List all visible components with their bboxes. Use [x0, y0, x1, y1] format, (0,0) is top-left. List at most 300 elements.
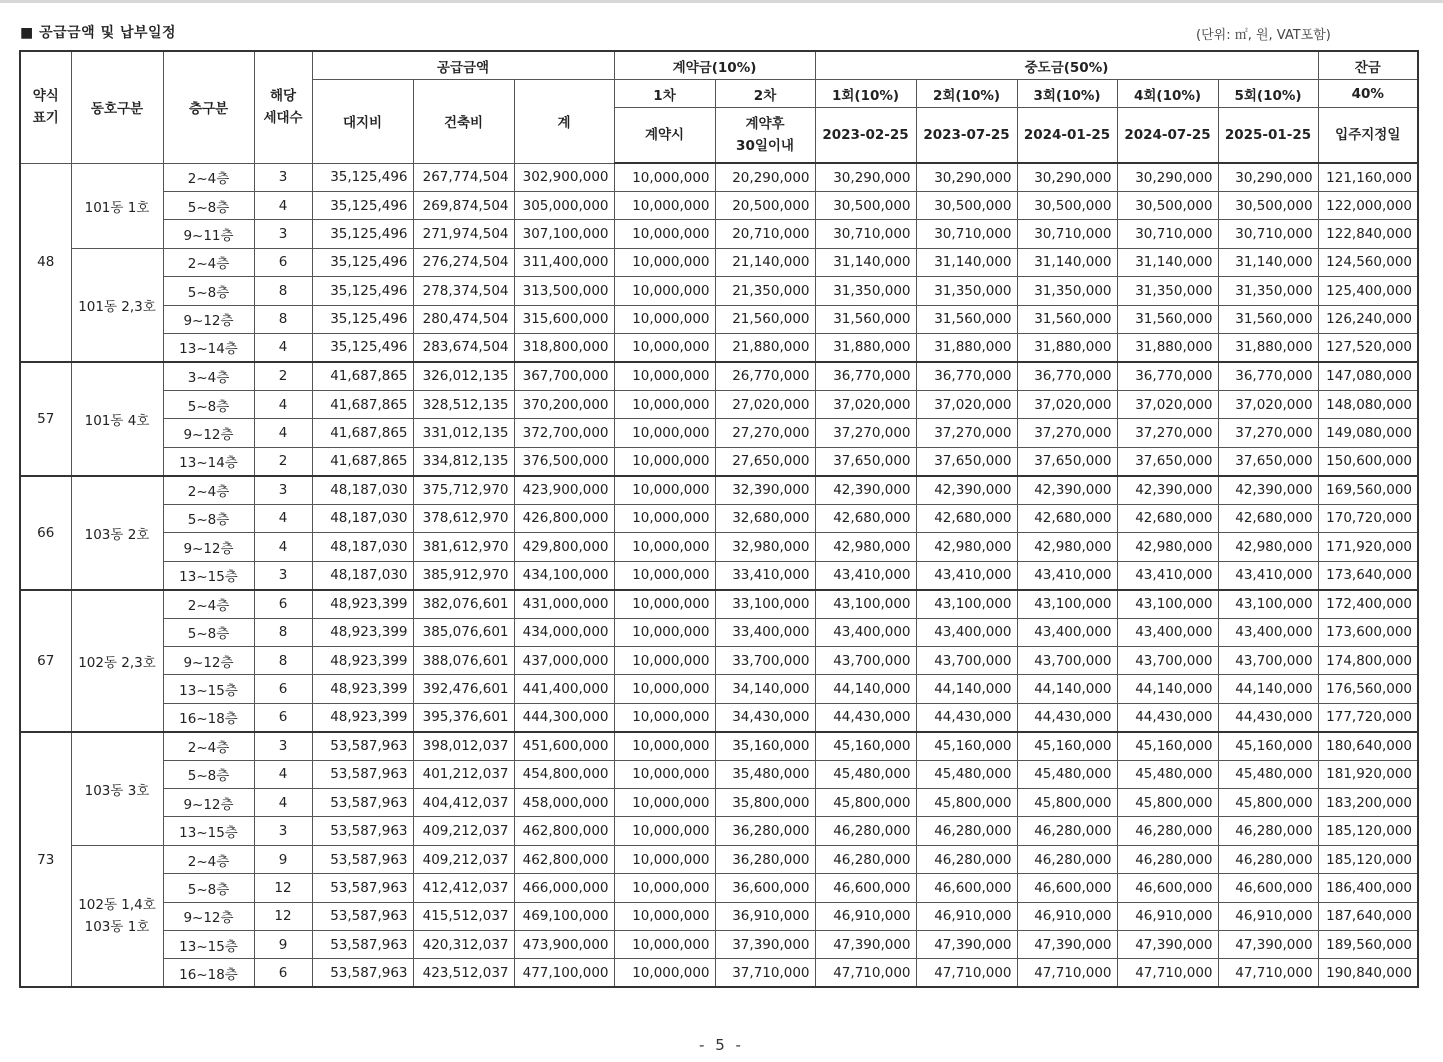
amount-cell: 53,587,963	[312, 874, 413, 902]
amount-cell: 150,600,000	[1318, 447, 1418, 476]
amount-cell: 46,910,000	[1218, 902, 1318, 930]
amount-cell: 31,350,000	[1117, 277, 1218, 305]
table-row	[20, 447, 1418, 476]
floor-cell: 5~8층	[163, 277, 254, 305]
table-row	[20, 561, 1418, 590]
header-balance-when: 입주지정일	[1318, 108, 1418, 164]
amount-cell: 183,200,000	[1318, 789, 1418, 817]
amount-cell: 42,980,000	[815, 533, 916, 561]
amount-cell: 31,880,000	[1017, 333, 1117, 362]
units-cell: 8	[254, 305, 312, 333]
amount-cell: 30,710,000	[1117, 220, 1218, 248]
floor-cell: 5~8층	[163, 390, 254, 418]
amount-cell: 33,410,000	[715, 561, 815, 590]
amount-cell: 177,720,000	[1318, 703, 1418, 732]
units-cell: 2	[254, 362, 312, 391]
amount-cell: 33,400,000	[715, 618, 815, 646]
floor-cell: 5~8층	[163, 192, 254, 220]
units-cell: 3	[254, 163, 312, 192]
amount-cell: 31,560,000	[1117, 305, 1218, 333]
amount-cell: 43,400,000	[916, 618, 1017, 646]
amount-cell: 149,080,000	[1318, 419, 1418, 447]
floor-cell: 2~4층	[163, 590, 254, 619]
amount-cell: 42,980,000	[1117, 533, 1218, 561]
table-row	[20, 220, 1418, 248]
building-cell: 103동 2호	[71, 476, 163, 590]
amount-cell: 37,650,000	[1017, 447, 1117, 476]
amount-cell: 31,350,000	[916, 277, 1017, 305]
table-row	[20, 419, 1418, 447]
floor-cell: 13~14층	[163, 333, 254, 362]
amount-cell: 36,280,000	[715, 845, 815, 873]
amount-cell: 45,160,000	[1017, 732, 1117, 761]
header-m1: 1회(10%)	[815, 80, 916, 108]
amount-cell: 48,923,399	[312, 646, 413, 674]
amount-cell: 437,000,000	[514, 646, 614, 674]
page-title: ■ 공급금액 및 납부일정	[20, 25, 177, 41]
amount-cell: 46,910,000	[916, 902, 1017, 930]
amount-cell: 30,500,000	[916, 192, 1017, 220]
amount-cell: 10,000,000	[614, 362, 715, 391]
amount-cell: 43,410,000	[1117, 561, 1218, 590]
amount-cell: 307,100,000	[514, 220, 614, 248]
table-row	[20, 277, 1418, 305]
amount-cell: 36,770,000	[1017, 362, 1117, 391]
amount-cell: 47,710,000	[916, 959, 1017, 988]
amount-cell: 172,400,000	[1318, 590, 1418, 619]
amount-cell: 318,800,000	[514, 333, 614, 362]
floor-cell: 3~4층	[163, 362, 254, 391]
amount-cell: 20,500,000	[715, 192, 815, 220]
amount-cell: 181,920,000	[1318, 760, 1418, 788]
units-cell: 3	[254, 732, 312, 761]
amount-cell: 26,770,000	[715, 362, 815, 391]
amount-cell: 126,240,000	[1318, 305, 1418, 333]
units-cell: 4	[254, 333, 312, 362]
header-c1-when: 계약시	[614, 108, 715, 164]
amount-cell: 46,280,000	[916, 817, 1017, 845]
amount-cell: 33,700,000	[715, 646, 815, 674]
type-cell: 57	[20, 362, 71, 476]
amount-cell: 42,390,000	[815, 476, 916, 505]
amount-cell: 186,400,000	[1318, 874, 1418, 902]
amount-cell: 48,923,399	[312, 590, 413, 619]
amount-cell: 187,640,000	[1318, 902, 1418, 930]
amount-cell: 280,474,504	[413, 305, 514, 333]
amount-cell: 375,712,970	[413, 476, 514, 505]
amount-cell: 46,600,000	[1218, 874, 1318, 902]
floor-cell: 5~8층	[163, 874, 254, 902]
amount-cell: 10,000,000	[614, 789, 715, 817]
amount-cell: 185,120,000	[1318, 845, 1418, 873]
units-cell: 4	[254, 192, 312, 220]
amount-cell: 31,560,000	[815, 305, 916, 333]
units-cell: 6	[254, 959, 312, 988]
header-floor: 층구분	[163, 51, 254, 163]
amount-cell: 45,800,000	[1218, 789, 1318, 817]
amount-cell: 48,187,030	[312, 504, 413, 532]
table-row	[20, 533, 1418, 561]
amount-cell: 378,612,970	[413, 504, 514, 532]
amount-cell: 44,140,000	[1017, 675, 1117, 703]
header-d1: 2023-02-25	[815, 108, 916, 164]
amount-cell: 47,390,000	[1218, 931, 1318, 959]
amount-cell: 43,100,000	[1117, 590, 1218, 619]
amount-cell: 27,650,000	[715, 447, 815, 476]
amount-cell: 276,274,504	[413, 248, 514, 276]
amount-cell: 35,125,496	[312, 220, 413, 248]
amount-cell: 43,700,000	[1017, 646, 1117, 674]
amount-cell: 35,125,496	[312, 333, 413, 362]
amount-cell: 42,680,000	[1017, 504, 1117, 532]
amount-cell: 451,600,000	[514, 732, 614, 761]
amount-cell: 31,880,000	[815, 333, 916, 362]
units-cell: 4	[254, 533, 312, 561]
amount-cell: 37,270,000	[1117, 419, 1218, 447]
amount-cell: 53,587,963	[312, 931, 413, 959]
amount-cell: 27,270,000	[715, 419, 815, 447]
amount-cell: 45,160,000	[1218, 732, 1318, 761]
amount-cell: 35,125,496	[312, 305, 413, 333]
amount-cell: 46,280,000	[916, 845, 1017, 873]
amount-cell: 37,650,000	[815, 447, 916, 476]
amount-cell: 44,430,000	[815, 703, 916, 732]
amount-cell: 477,100,000	[514, 959, 614, 988]
table-row	[20, 902, 1418, 930]
amount-cell: 37,020,000	[916, 390, 1017, 418]
type-cell: 48	[20, 163, 71, 362]
amount-cell: 326,012,135	[413, 362, 514, 391]
header-c2: 2차	[715, 80, 815, 108]
amount-cell: 41,687,865	[312, 447, 413, 476]
amount-cell: 10,000,000	[614, 760, 715, 788]
amount-cell: 10,000,000	[614, 248, 715, 276]
amount-cell: 10,000,000	[614, 476, 715, 505]
amount-cell: 43,100,000	[916, 590, 1017, 619]
header-land: 대지비	[312, 80, 413, 164]
amount-cell: 381,612,970	[413, 533, 514, 561]
amount-cell: 171,920,000	[1318, 533, 1418, 561]
amount-cell: 30,290,000	[1017, 163, 1117, 192]
amount-cell: 45,480,000	[1117, 760, 1218, 788]
amount-cell: 31,140,000	[1017, 248, 1117, 276]
amount-cell: 42,680,000	[916, 504, 1017, 532]
building-cell: 103동 3호	[71, 732, 163, 846]
amount-cell: 462,800,000	[514, 817, 614, 845]
amount-cell: 35,125,496	[312, 192, 413, 220]
floor-cell: 13~14층	[163, 447, 254, 476]
table-body	[20, 163, 1418, 987]
floor-cell: 9~11층	[163, 220, 254, 248]
amount-cell: 44,430,000	[916, 703, 1017, 732]
amount-cell: 35,125,496	[312, 248, 413, 276]
amount-cell: 43,400,000	[1017, 618, 1117, 646]
amount-cell: 35,160,000	[715, 732, 815, 761]
header-d5: 2025-01-25	[1218, 108, 1318, 164]
amount-cell: 31,880,000	[1117, 333, 1218, 362]
amount-cell: 189,560,000	[1318, 931, 1418, 959]
floor-cell: 5~8층	[163, 760, 254, 788]
amount-cell: 45,480,000	[1218, 760, 1318, 788]
amount-cell: 10,000,000	[614, 703, 715, 732]
amount-cell: 10,000,000	[614, 192, 715, 220]
amount-cell: 48,187,030	[312, 561, 413, 590]
amount-cell: 423,900,000	[514, 476, 614, 505]
amount-cell: 31,140,000	[1117, 248, 1218, 276]
units-cell: 12	[254, 902, 312, 930]
amount-cell: 334,812,135	[413, 447, 514, 476]
amount-cell: 434,000,000	[514, 618, 614, 646]
amount-cell: 45,800,000	[916, 789, 1017, 817]
table-row	[20, 817, 1418, 845]
table-row	[20, 192, 1418, 220]
amount-cell: 10,000,000	[614, 675, 715, 703]
amount-cell: 10,000,000	[614, 590, 715, 619]
amount-cell: 10,000,000	[614, 447, 715, 476]
amount-cell: 10,000,000	[614, 931, 715, 959]
amount-cell: 37,650,000	[1117, 447, 1218, 476]
amount-cell: 31,880,000	[1218, 333, 1318, 362]
amount-cell: 30,290,000	[1218, 163, 1318, 192]
amount-cell: 10,000,000	[614, 163, 715, 192]
units-cell: 3	[254, 220, 312, 248]
amount-cell: 30,500,000	[1218, 192, 1318, 220]
amount-cell: 42,390,000	[1017, 476, 1117, 505]
units-cell: 4	[254, 390, 312, 418]
amount-cell: 331,012,135	[413, 419, 514, 447]
amount-cell: 30,290,000	[815, 163, 916, 192]
amount-cell: 370,200,000	[514, 390, 614, 418]
amount-cell: 21,140,000	[715, 248, 815, 276]
amount-cell: 127,520,000	[1318, 333, 1418, 362]
amount-cell: 367,700,000	[514, 362, 614, 391]
header-m5: 5회(10%)	[1218, 80, 1318, 108]
table-row	[20, 163, 1418, 192]
units-cell: 12	[254, 874, 312, 902]
header-units: 해당 세대수	[254, 51, 312, 163]
amount-cell: 31,350,000	[815, 277, 916, 305]
table-row	[20, 732, 1418, 761]
amount-cell: 43,700,000	[916, 646, 1017, 674]
header-balance-pct: 40%	[1318, 80, 1418, 108]
amount-cell: 44,140,000	[916, 675, 1017, 703]
floor-cell: 13~15층	[163, 931, 254, 959]
amount-cell: 48,923,399	[312, 703, 413, 732]
amount-cell: 395,376,601	[413, 703, 514, 732]
amount-cell: 53,587,963	[312, 789, 413, 817]
amount-cell: 454,800,000	[514, 760, 614, 788]
amount-cell: 30,500,000	[1117, 192, 1218, 220]
amount-cell: 46,280,000	[815, 817, 916, 845]
floor-cell: 9~12층	[163, 419, 254, 447]
table-row	[20, 590, 1418, 619]
amount-cell: 328,512,135	[413, 390, 514, 418]
units-cell: 4	[254, 760, 312, 788]
amount-cell: 42,980,000	[1017, 533, 1117, 561]
amount-cell: 34,430,000	[715, 703, 815, 732]
amount-cell: 10,000,000	[614, 646, 715, 674]
floor-cell: 9~12층	[163, 533, 254, 561]
amount-cell: 53,587,963	[312, 760, 413, 788]
amount-cell: 385,912,970	[413, 561, 514, 590]
floor-cell: 2~4층	[163, 248, 254, 276]
floor-cell: 2~4층	[163, 163, 254, 192]
header-m2: 2회(10%)	[916, 80, 1017, 108]
amount-cell: 423,512,037	[413, 959, 514, 988]
amount-cell: 45,480,000	[916, 760, 1017, 788]
amount-cell: 30,500,000	[1017, 192, 1117, 220]
amount-cell: 10,000,000	[614, 419, 715, 447]
amount-cell: 46,280,000	[1117, 817, 1218, 845]
amount-cell: 45,800,000	[1017, 789, 1117, 817]
amount-cell: 53,587,963	[312, 732, 413, 761]
amount-cell: 37,650,000	[916, 447, 1017, 476]
amount-cell: 35,125,496	[312, 277, 413, 305]
table-row	[20, 789, 1418, 817]
amount-cell: 124,560,000	[1318, 248, 1418, 276]
amount-cell: 46,600,000	[1117, 874, 1218, 902]
amount-cell: 10,000,000	[614, 504, 715, 532]
amount-cell: 121,160,000	[1318, 163, 1418, 192]
units-cell: 2	[254, 447, 312, 476]
amount-cell: 43,400,000	[1117, 618, 1218, 646]
amount-cell: 48,187,030	[312, 476, 413, 505]
amount-cell: 47,390,000	[815, 931, 916, 959]
amount-cell: 36,770,000	[916, 362, 1017, 391]
amount-cell: 42,680,000	[815, 504, 916, 532]
amount-cell: 43,700,000	[815, 646, 916, 674]
header-build: 건축비	[413, 80, 514, 164]
floor-cell: 9~12층	[163, 305, 254, 333]
amount-cell: 46,280,000	[1218, 817, 1318, 845]
amount-cell: 37,020,000	[1017, 390, 1117, 418]
amount-cell: 36,280,000	[715, 817, 815, 845]
amount-cell: 47,710,000	[815, 959, 916, 988]
amount-cell: 30,500,000	[815, 192, 916, 220]
header-d2: 2023-07-25	[916, 108, 1017, 164]
amount-cell: 10,000,000	[614, 959, 715, 988]
amount-cell: 46,280,000	[1218, 845, 1318, 873]
amount-cell: 45,800,000	[815, 789, 916, 817]
table-row	[20, 931, 1418, 959]
header-c2-when: 계약후 30일이내	[715, 108, 815, 164]
units-cell: 3	[254, 476, 312, 505]
amount-cell: 10,000,000	[614, 305, 715, 333]
floor-cell: 9~12층	[163, 646, 254, 674]
type-cell: 73	[20, 732, 71, 988]
amount-cell: 33,100,000	[715, 590, 815, 619]
units-cell: 4	[254, 504, 312, 532]
amount-cell: 42,980,000	[916, 533, 1017, 561]
amount-cell: 31,140,000	[815, 248, 916, 276]
amount-cell: 46,910,000	[815, 902, 916, 930]
amount-cell: 43,410,000	[1017, 561, 1117, 590]
amount-cell: 311,400,000	[514, 248, 614, 276]
header-d4: 2024-07-25	[1117, 108, 1218, 164]
amount-cell: 36,910,000	[715, 902, 815, 930]
floor-cell: 13~15층	[163, 675, 254, 703]
amount-cell: 10,000,000	[614, 732, 715, 761]
header-balance: 잔금	[1318, 51, 1418, 80]
amount-cell: 444,300,000	[514, 703, 614, 732]
amount-cell: 376,500,000	[514, 447, 614, 476]
amount-cell: 45,480,000	[1017, 760, 1117, 788]
amount-cell: 41,687,865	[312, 362, 413, 391]
amount-cell: 36,770,000	[1218, 362, 1318, 391]
amount-cell: 21,560,000	[715, 305, 815, 333]
amount-cell: 44,140,000	[1218, 675, 1318, 703]
table-row	[20, 703, 1418, 732]
amount-cell: 34,140,000	[715, 675, 815, 703]
supply-price-table	[19, 50, 1419, 988]
units-cell: 6	[254, 703, 312, 732]
amount-cell: 30,710,000	[1218, 220, 1318, 248]
units-cell: 9	[254, 845, 312, 873]
table-row	[20, 618, 1418, 646]
amount-cell: 412,412,037	[413, 874, 514, 902]
building-cell: 102동 2,3호	[71, 590, 163, 732]
amount-cell: 44,140,000	[1117, 675, 1218, 703]
amount-cell: 53,587,963	[312, 845, 413, 873]
units-cell: 9	[254, 931, 312, 959]
amount-cell: 466,000,000	[514, 874, 614, 902]
units-cell: 4	[254, 419, 312, 447]
amount-cell: 388,076,601	[413, 646, 514, 674]
amount-cell: 37,270,000	[916, 419, 1017, 447]
amount-cell: 47,710,000	[1117, 959, 1218, 988]
type-cell: 66	[20, 476, 71, 590]
amount-cell: 42,390,000	[1117, 476, 1218, 505]
amount-cell: 372,700,000	[514, 419, 614, 447]
building-cell: 102동 1,4호 103동 1호	[71, 845, 163, 987]
page-number: - 5 -	[699, 1036, 744, 1054]
amount-cell: 434,100,000	[514, 561, 614, 590]
amount-cell: 122,840,000	[1318, 220, 1418, 248]
table-row	[20, 305, 1418, 333]
amount-cell: 37,020,000	[1117, 390, 1218, 418]
amount-cell: 35,800,000	[715, 789, 815, 817]
floor-cell: 16~18층	[163, 703, 254, 732]
amount-cell: 302,900,000	[514, 163, 614, 192]
amount-cell: 415,512,037	[413, 902, 514, 930]
amount-cell: 473,900,000	[514, 931, 614, 959]
units-cell: 4	[254, 789, 312, 817]
table-row	[20, 362, 1418, 391]
amount-cell: 47,710,000	[1017, 959, 1117, 988]
amount-cell: 10,000,000	[614, 533, 715, 561]
amount-cell: 31,140,000	[1218, 248, 1318, 276]
amount-cell: 31,350,000	[1017, 277, 1117, 305]
amount-cell: 176,560,000	[1318, 675, 1418, 703]
floor-cell: 2~4층	[163, 732, 254, 761]
amount-cell: 48,923,399	[312, 618, 413, 646]
amount-cell: 53,587,963	[312, 902, 413, 930]
amount-cell: 398,012,037	[413, 732, 514, 761]
amount-cell: 148,080,000	[1318, 390, 1418, 418]
amount-cell: 45,160,000	[1117, 732, 1218, 761]
amount-cell: 170,720,000	[1318, 504, 1418, 532]
amount-cell: 10,000,000	[614, 220, 715, 248]
amount-cell: 147,080,000	[1318, 362, 1418, 391]
amount-cell: 32,680,000	[715, 504, 815, 532]
amount-cell: 43,700,000	[1117, 646, 1218, 674]
amount-cell: 392,476,601	[413, 675, 514, 703]
table-row	[20, 390, 1418, 418]
units-cell: 8	[254, 277, 312, 305]
amount-cell: 44,430,000	[1017, 703, 1117, 732]
amount-cell: 404,412,037	[413, 789, 514, 817]
amount-cell: 46,280,000	[815, 845, 916, 873]
